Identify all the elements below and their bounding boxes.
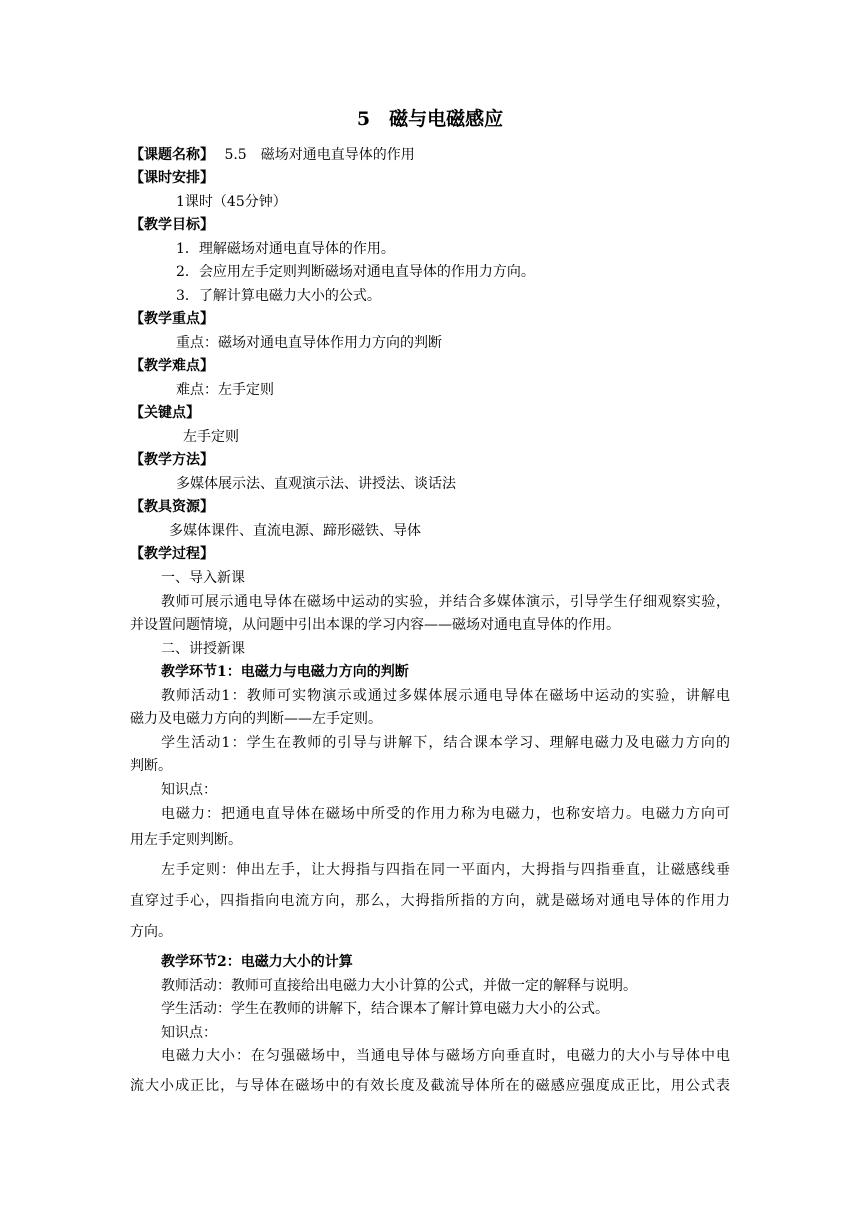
step2-heading: 教学环节2：电磁力大小的计算: [161, 954, 353, 970]
process-label: 【教学过程】: [130, 546, 214, 562]
left-hand-rule-line: 左手定则：伸出左手，让大拇指与四指在同一平面内，大拇指与四指垂直，让磁感线垂: [161, 862, 730, 878]
magnitude-line: 流大小成正比，与导体在磁场中的有效长度及截流导体所在的磁感应强度成正比，用公式表: [130, 1078, 730, 1094]
objective-item: 3．了解计算电磁力大小的公式。: [176, 288, 381, 304]
difficulty-label: 【教学难点】: [130, 358, 214, 374]
resources-label: 【教具资源】: [130, 499, 214, 515]
step1-heading: 教学环节1：电磁力与电磁力方向的判断: [161, 664, 409, 680]
lecture-heading: 二、讲授新课: [161, 641, 245, 657]
key-point-value: 重点：磁场对通电直导体作用力方向的判断: [176, 335, 442, 351]
intro-paragraph-line: 并设置问题情境，从问题中引出本课的学习内容——磁场对通电直导体的作用。: [130, 617, 620, 633]
key-point-label: 【教学重点】: [130, 311, 214, 327]
left-hand-rule-line: 方向。: [130, 924, 172, 940]
magnitude-line: 电磁力大小：在匀强磁场中，当通电导体与磁场方向垂直时，电磁力的大小与导体中电: [161, 1048, 730, 1064]
crux-value: 左手定则: [183, 429, 239, 445]
schedule-value: 1课时（45分钟）: [176, 194, 287, 210]
step1-teacher-line: 教师活动1：教师可实物演示或通过多媒体展示通电导体在磁场中运动的实验，讲解电: [161, 688, 730, 704]
objective-item: 2．会应用左手定则判断磁场对通电直导体的作用力方向。: [176, 264, 535, 280]
force-definition-line: 用左手定则判断。: [130, 832, 242, 848]
left-hand-rule-line: 直穿过手心，四指指向电流方向，那么，大拇指所指的方向，就是磁场对通电导体的作用力: [130, 893, 730, 909]
resources-value: 多媒体课件、直流电源、蹄形磁铁、导体: [169, 523, 421, 539]
intro-heading: 一、导入新课: [161, 570, 245, 586]
knowledge-label-2: 知识点：: [161, 1025, 217, 1041]
methods-value: 多媒体展示法、直观演示法、讲授法、谈话法: [176, 476, 456, 492]
step1-teacher-line: 磁力及电磁力方向的判断——左手定则。: [130, 711, 382, 727]
step1-student-line: 判断。: [130, 758, 172, 774]
objectives-label: 【教学目标】: [130, 217, 214, 233]
force-definition-line: 电磁力：把通电直导体在磁场中所受的作用力称为电磁力，也称安培力。电磁力方向可: [161, 806, 730, 822]
course-value: 5.5 磁场对通电直导体的作用: [224, 147, 415, 163]
page-title: 5 磁与电磁感应: [356, 108, 504, 130]
methods-label: 【教学方法】: [130, 452, 214, 468]
intro-paragraph-line: 教师可展示通电导体在磁场中运动的实验，并结合多媒体演示，引导学生仔细观察实验，: [161, 594, 730, 610]
step1-student-line: 学生活动1：学生在教师的引导与讲解下，结合课本学习、理解电磁力及电磁力方向的: [161, 735, 730, 751]
knowledge-label: 知识点：: [161, 782, 217, 798]
step2-student-line: 学生活动：学生在教师的讲解下，结合课本了解计算电磁力大小的公式。: [161, 1001, 609, 1017]
step2-teacher-line: 教师活动：教师可直接给出电磁力大小计算的公式，并做一定的解释与说明。: [161, 978, 637, 994]
objective-item: 1．理解磁场对通电直导体的作用。: [176, 241, 395, 257]
difficulty-value: 难点：左手定则: [176, 382, 274, 398]
crux-label: 【关键点】: [130, 405, 200, 421]
schedule-label: 【课时安排】: [130, 170, 214, 186]
course-row: [130, 145, 415, 165]
course-label: 【课题名称】: [130, 147, 214, 163]
